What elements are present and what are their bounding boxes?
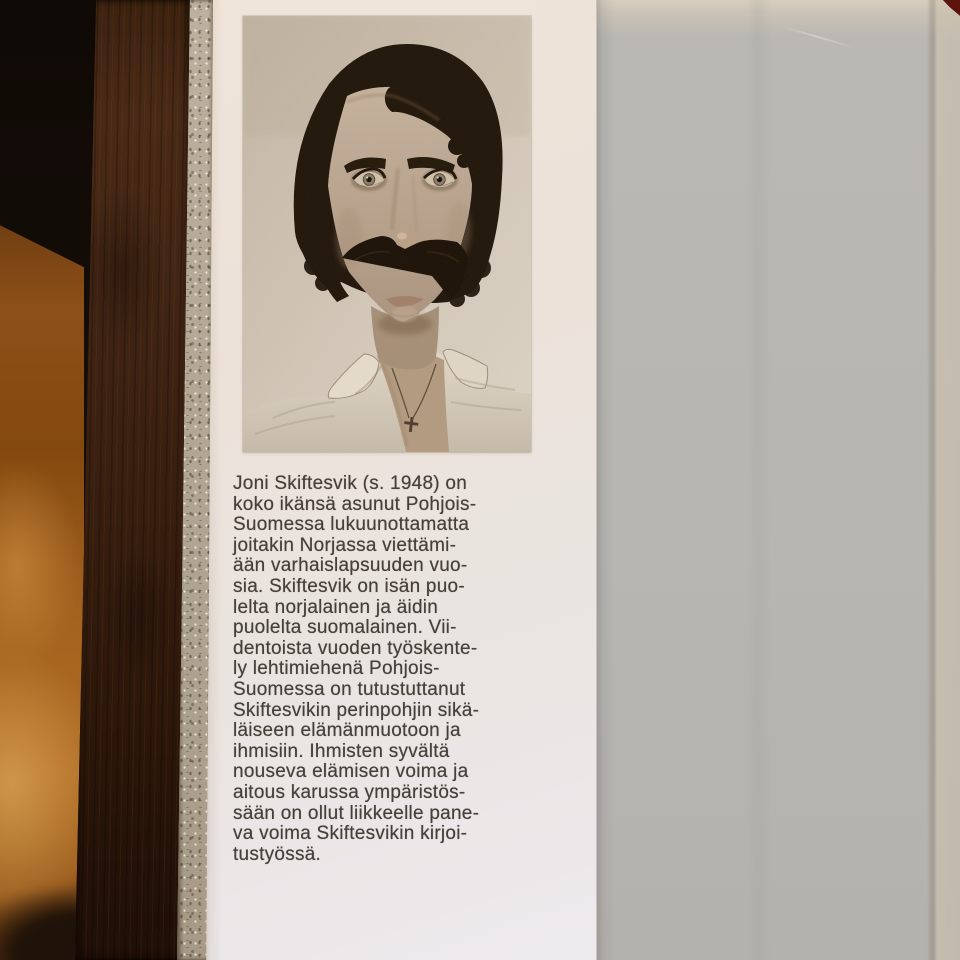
bio-line: lelta norjalainen ja äidin: [233, 596, 439, 618]
bio-line: Joni Skiftesvik (s. 1948) on: [233, 473, 468, 494]
bio-line: aitous karussa ympäristös-: [233, 781, 466, 803]
bio-line: tustyössä.: [233, 843, 322, 865]
bio-line: dentoista vuoden työskente-: [233, 637, 478, 659]
bio-line: ään varhaislapsuuden vuo-: [233, 555, 468, 577]
bio-line: läiseen elämänmuotoon ja: [233, 720, 461, 742]
bio-line: ly lehtimiehenä Pohjois-: [233, 658, 440, 680]
bio-line: Suomessa lukuunottamatta: [233, 514, 470, 536]
bio-text: [233, 474, 563, 865]
bio-line: joitakin Norjassa viettämi-: [233, 534, 457, 556]
bio-line: puolelta suomalainen. Vii-: [233, 617, 457, 639]
endpaper-page: [597, 0, 960, 960]
author-portrait-photo: [243, 16, 531, 452]
bio-line: va voima Skiftesvikin kirjoi-: [233, 823, 468, 845]
bio-line: ihmisiin. Ihmisten syvältä: [233, 740, 450, 762]
bio-line: nouseva elämisen voima ja: [233, 761, 469, 783]
warm-lamp-glow: [0, 185, 84, 960]
bio-line: sia. Skiftesvik on isän puo-: [233, 575, 465, 597]
bio-line: sään on ollut liikkeelle pane-: [233, 802, 480, 824]
bio-line: koko ikänsä asunut Pohjois-: [233, 493, 477, 515]
bio-line: Skiftesvikin perinpohjin sikä-: [233, 699, 480, 721]
bio-line: Suomessa on tutustuttanut: [233, 678, 466, 700]
